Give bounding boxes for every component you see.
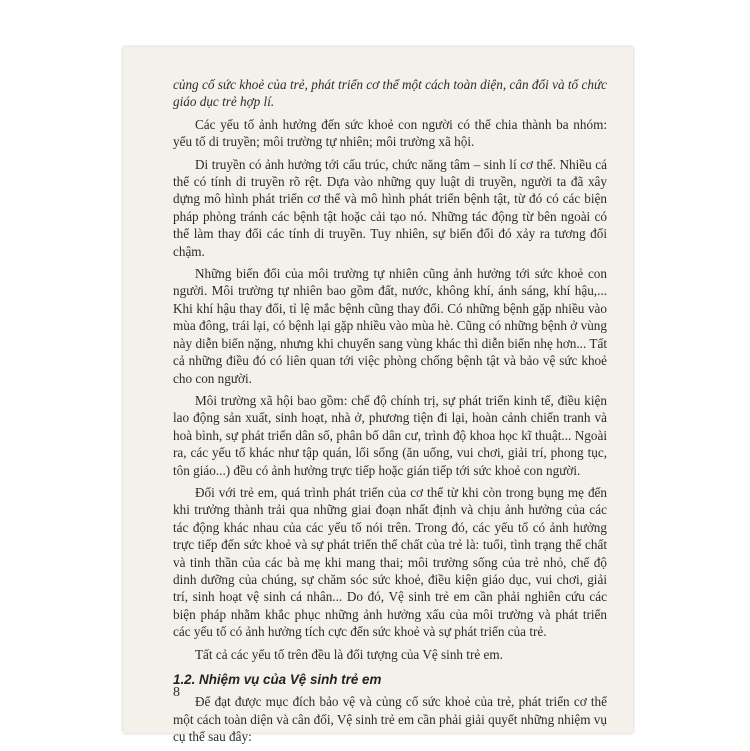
paragraph-factor-groups: Các yếu tố ảnh hưởng đến sức khoẻ con người có thể chia thành ba nhóm: yếu tố di truyền; môi trường tự nhiên; môi trường xã hội. [173,116,607,150]
paragraph-social-environment: Môi trường xã hội bao gồm: chế độ chính trị, sự phát triển kinh tế, điều kiện lao động sản xuất, sinh hoạt, nhà ở, phương tiện đi lại, hoàn cảnh chiến tranh và hoà bình, sự phát triển dân số, phân bố dân cư, trình độ khoa học kĩ thuật... Ngoài ra, các yếu tố khác như tập quán, lối sống (ăn uống, vui chơi, giải trí, phong tục, tôn giáo...) đều có ảnh hưởng trực tiếp hoặc gián tiếp tới sức khoẻ con người. [173,392,607,478]
paragraph-natural-environment: Những biến đổi của môi trường tự nhiên cũng ảnh hưởng tới sức khoẻ con người. Môi trường tự nhiên bao gồm đất, nước, không khí, ánh sáng, khí hậu,... Khi khí hậu thay đổi, tỉ lệ mắc bệnh cũng thay đổi. Có những bệnh gặp nhiều vào mùa đông, trái lại, có bệnh lại gặp nhiều vào mùa hè. Cũng có những bệnh ở vùng này diễn biến nặng, nhưng khi chuyển sang vùng khác thì diễn biến nhẹ hơn... Tất cả những điều đó có liên quan tới việc phòng chống bệnh tật và bảo vệ sức khoẻ cho con người. [173,266,607,386]
paragraph-heredity: Di truyền có ảnh hưởng tới cấu trúc, chức năng tâm – sinh lí cơ thể. Nhiều cá thể có tính di truyền rõ rệt. Dựa vào những quy luật di truyền, người ta đã xây dựng mô hình phát triển cơ thể và mô hình phát triển bệnh tật, từ đó có các biện pháp phòng tránh các bệnh tật hoặc cải tạo nó. Những tác động từ bên ngoài có thể làm thay đổi các tính di truyền. Tuy nhiên, sự biến đổi đó xảy ra tương đối chậm. [173,156,607,259]
page-number: 8 [173,685,180,700]
page-content [173,76,607,751]
section-heading: 1.2. Nhiệm vụ của Vệ sinh trẻ em [173,672,382,687]
paragraph-tasks: Để đạt được mục đích bảo vệ và củng cố sức khoẻ của trẻ, phát triển cơ thể một cách toàn diện và cân đối, Vệ sinh trẻ em cần phải giải quyết những nhiệm vụ cụ thể sau đây: [173,694,607,745]
paragraph-children: Đối với trẻ em, quá trình phát triển của cơ thể từ khi còn trong bụng mẹ đến khi trưởng thành trải qua những giai đoạn nhất định và chịu ảnh hưởng của các tác động khác nhau của các yếu tố nói trên. Trong đó, các yếu tố có ảnh hưởng trực tiếp đến sức khoẻ và sự phát triển thể chất của trẻ là: tuổi, tình trạng thể chất và tinh thần của các bà mẹ khi mang thai; môi trường sống của trẻ nhỏ, chế độ dinh dưỡng của chúng, sự chăm sóc sức khoẻ, điều kiện giáo dục, vui chơi, giải trí, sinh hoạt vệ sinh cá nhân... Do đó, Vệ sinh trẻ em cần phải nghiên cứu các biện pháp nhằm khắc phục những ảnh hưởng xấu của môi trường và phát triển các yếu tố có ảnh hưởng tích cực đến sức khoẻ và sự phát triển của trẻ. [173,484,607,640]
book-page [123,47,633,745]
paragraph-summary: Tất cả các yếu tố trên đều là đối tượng của Vệ sinh trẻ em. [195,646,503,662]
intro-italic-paragraph: củng cố sức khoẻ của trẻ, phát triển cơ thể một cách toàn diện, cân đối và tổ chức giáo dục trẻ hợp lí. [173,77,607,110]
